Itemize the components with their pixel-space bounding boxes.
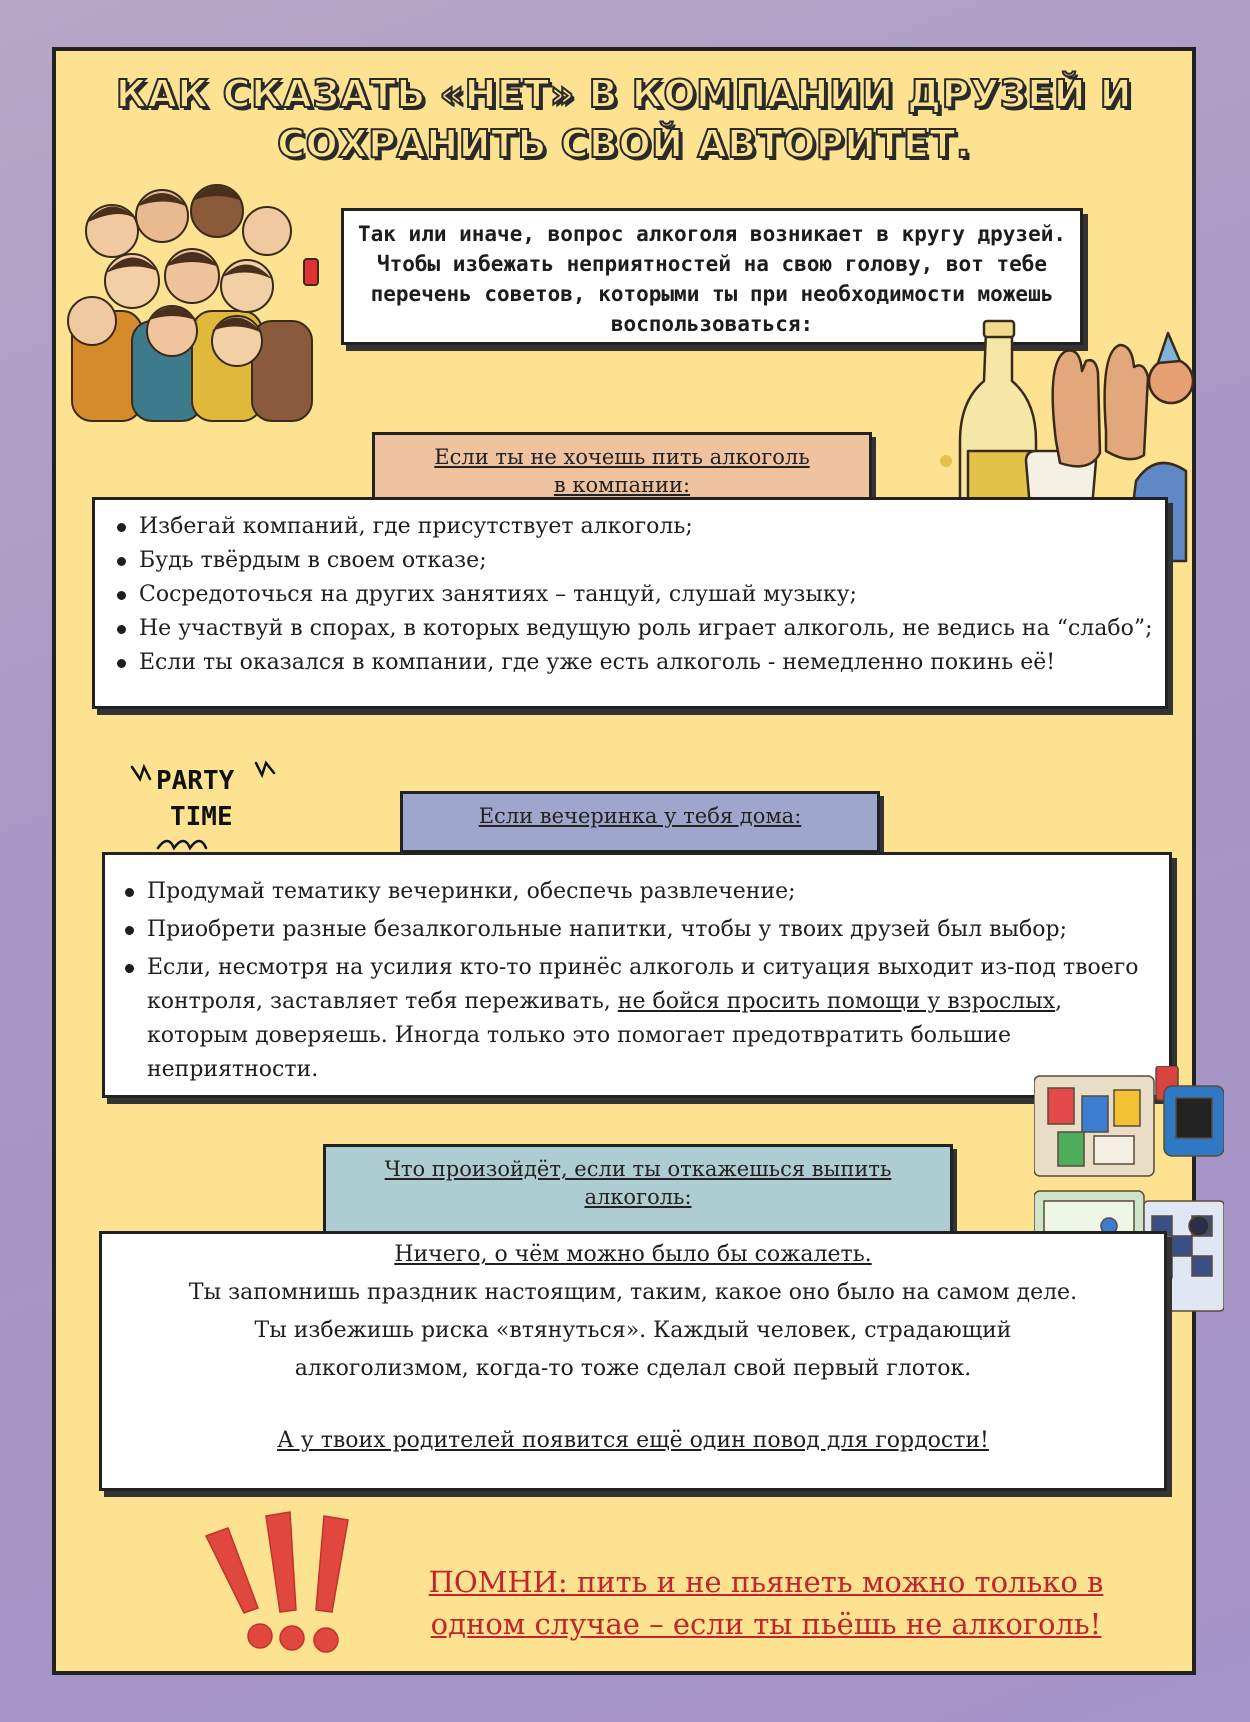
party-sign-line-1: PARTY bbox=[156, 766, 235, 796]
intro-line-1: Так или иначе, вопрос алкоголя возникает в кругу друзей. bbox=[357, 222, 1066, 246]
label-line-2: алкоголь: bbox=[584, 1185, 692, 1209]
remember-line-1: ПОМНИ: пить и не пьянеть можно только в bbox=[428, 1565, 1104, 1599]
label-text: Если вечеринка у тебя дома: bbox=[478, 804, 802, 828]
exclamation-marks-icon bbox=[196, 1496, 386, 1666]
item-text: , которым доверяешь. Иногда только это помогает предотвратить большие неприятности. bbox=[147, 989, 1063, 1082]
list-item: Сосредоточься на других занятиях – танцуй, слушай музыку; bbox=[107, 578, 1155, 612]
section-label-home-party bbox=[400, 791, 880, 853]
list-item: Будь твёрдым в своем отказе; bbox=[107, 544, 1155, 578]
tips-list bbox=[95, 500, 1165, 680]
list-item: Если ты оказался в компании, где уже есть алкоголь - немедленно покинь её! bbox=[107, 646, 1155, 680]
list-item: Приобрети разные безалкогольные напитки, чтобы у твоих друзей был выбор; bbox=[115, 913, 1159, 947]
label-line-1: Если ты не хочешь пить алкоголь bbox=[434, 445, 810, 469]
remember-line-2: одном случае – если ты пьёшь не алкоголь! bbox=[430, 1607, 1102, 1641]
intro-line-3: перечень советов, которыми ты при необходимости можешь bbox=[370, 282, 1054, 306]
consequences-line-1: Ты запомнишь праздник настоящим, таким, какое оно было на самом деле. bbox=[188, 1280, 1078, 1305]
title-line-1: КАК СКАЗАТЬ «НЕТ» В КОМПАНИИ ДРУЗЕЙ И bbox=[115, 72, 1133, 116]
home-party-list bbox=[105, 855, 1169, 1087]
consequences-heading: Ничего, о чём можно было бы сожалеть. bbox=[394, 1242, 872, 1267]
home-party-list-box bbox=[102, 852, 1172, 1098]
consequences-line-2: Ты избежишь риска «втянуться». Каждый человек, страдающий bbox=[254, 1318, 1012, 1343]
list-item: Продумай тематику вечеринки, обеспечь развлечение; bbox=[115, 875, 1159, 909]
label-line-2: в компании: bbox=[553, 473, 691, 497]
section-label-consequences bbox=[323, 1144, 953, 1234]
party-sign-line-2: TIME bbox=[170, 802, 233, 832]
label-line-1: Что произойдёт, если ты откажешься выпить bbox=[384, 1157, 892, 1181]
page-title bbox=[56, 69, 1192, 169]
item-text: Если, несмотря на усилия кто-то принёс алкоголь и ситуация выходит из-под твоего контроля, заставляет тебя переживать, bbox=[147, 955, 1139, 1014]
tips-list-box bbox=[92, 497, 1168, 709]
intro-line-2: Чтобы избежать неприятностей на свою голову, вот тебе bbox=[376, 252, 1048, 276]
consequences-closing: А у твоих родителей появится ещё один повод для гордости! bbox=[277, 1428, 989, 1453]
party-time-sign bbox=[128, 753, 278, 858]
list-item bbox=[115, 951, 1159, 1087]
consequences-box bbox=[99, 1231, 1167, 1491]
list-item: Избегай компаний, где присутствует алкоголь; bbox=[107, 510, 1155, 544]
title-line-2: СОХРАНИТЬ СВОЙ АВТОРИТЕТ. bbox=[277, 122, 971, 166]
group-of-friends-illustration bbox=[52, 161, 332, 431]
poster bbox=[52, 47, 1196, 1675]
list-item: Не участвуй в спорах, в которых ведущую роль играет алкоголь, не ведись на “слабо”; bbox=[107, 612, 1155, 646]
consequences-line-3: алкоголизмом, когда-то тоже сделал свой первый глоток. bbox=[294, 1356, 972, 1381]
remember-callout bbox=[386, 1561, 1146, 1645]
intro-line-4: воспользоваться: bbox=[610, 312, 814, 336]
ask-adults-highlight: не бойся просить помощи у взрослых bbox=[617, 989, 1056, 1014]
